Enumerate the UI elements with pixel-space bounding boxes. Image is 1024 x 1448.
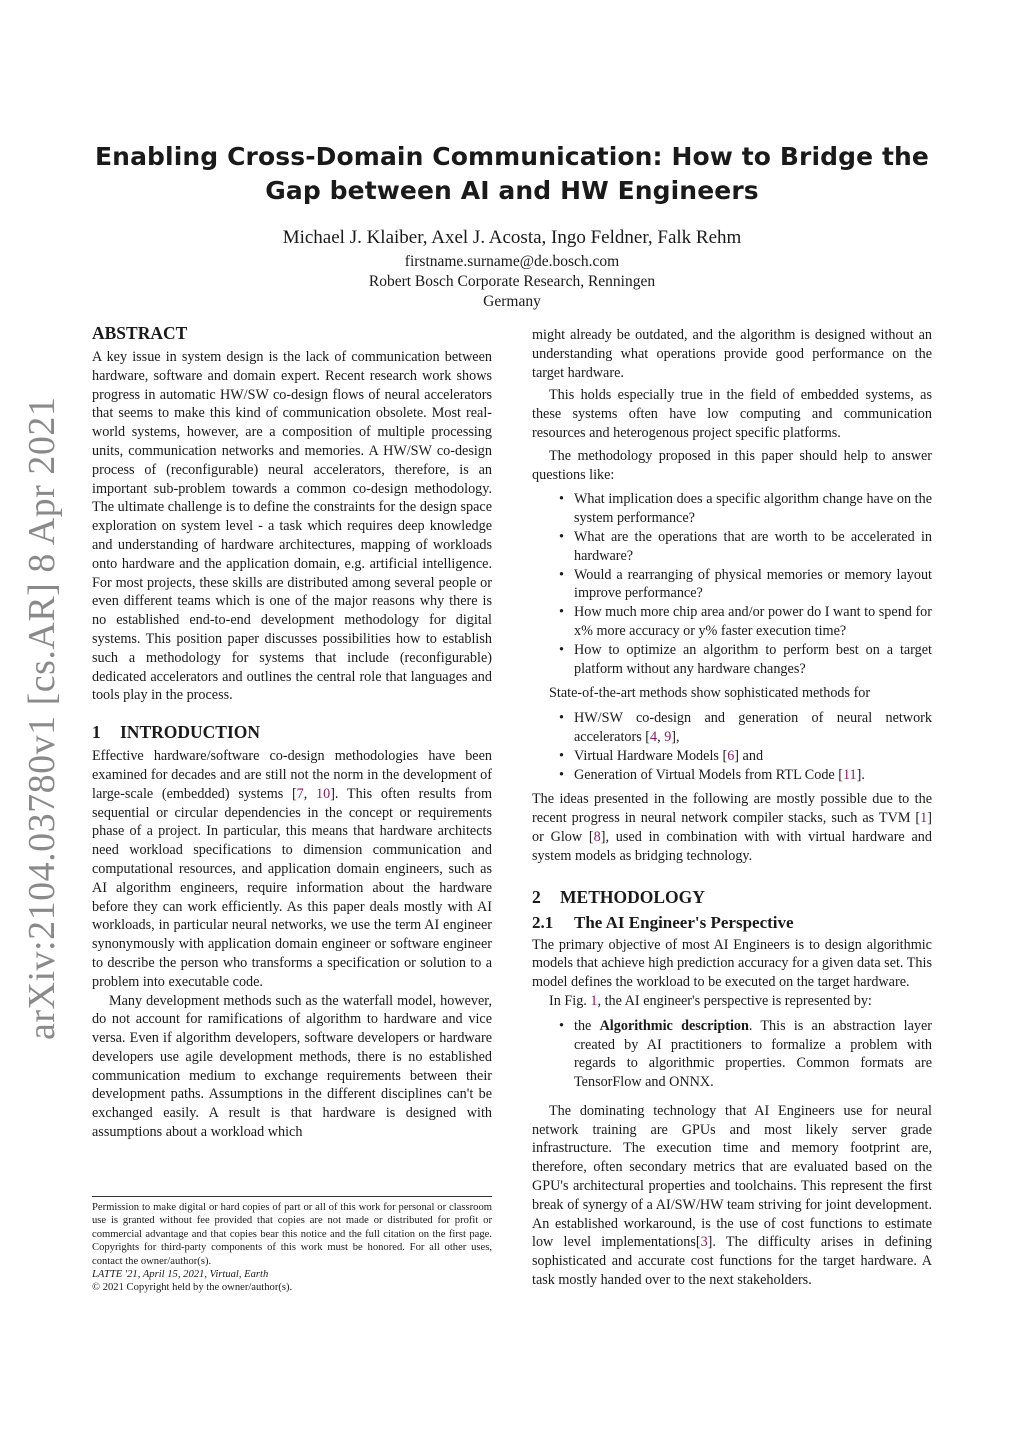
intro-paragraph-4: This holds especially true in the field of embedded systems, as these systems often have low computing and communication resources and heterogenous project specific platforms. [532, 387, 932, 441]
methodology-heading [532, 886, 932, 908]
paper-title-line-2: Gap between AI and HW Engineers [265, 176, 759, 205]
intro-paragraph-7 [532, 790, 932, 865]
author-country: Germany [483, 293, 541, 310]
abstract-heading: ABSTRACT [92, 323, 188, 343]
intro-paragraph-5: The methodology proposed in this paper should help to answer questions like: [532, 447, 932, 483]
methods-list [532, 709, 932, 784]
text-run: Effective hardware/software co-design methodologies have been examined for decades and are still not the norm in the development of large-scale (embedded) systems [ [92, 748, 492, 802]
subsection-title: The AI Engineer's Perspective [574, 912, 794, 932]
questions-list [532, 490, 932, 678]
introduction-heading [92, 721, 492, 743]
figure-link[interactable]: 1 [590, 992, 598, 1009]
list-item: • Would a rearranging of physical memories or memory layout improve performance? [574, 566, 932, 604]
copyright-footnote [92, 1196, 492, 1295]
text-run: , the AI engineer's perspective is represented by: [597, 992, 872, 1009]
venue-line: LATTE '21, April 15, 2021, Virtual, Earth [92, 1269, 269, 1281]
list-item: • How much more chip area and/or power do I want to spend for x% more accuracy or y% faster execution time? [574, 603, 932, 641]
paper-title-line-1: Enabling Cross-Domain Communication: How to Bridge the [95, 142, 929, 171]
subsection-number: 2.1 [532, 912, 554, 932]
citation-link[interactable]: 8 [593, 828, 601, 845]
text-run: ] or Glow [ [532, 810, 932, 845]
methodology-paragraph-3 [532, 1102, 932, 1290]
list-item [574, 709, 932, 747]
paper-title [92, 140, 932, 208]
author-email: firstname.surname@de.bosch.com [404, 253, 620, 270]
methodology-paragraph-2 [532, 992, 932, 1011]
subsection-heading [532, 912, 932, 934]
section-number: 2 [532, 886, 541, 907]
text-run: ], used in combination with with virtual hardware and system models as bridging technology. [532, 828, 932, 864]
list-item: • How to optimize an algorithm to perform best on a target platform without any hardware changes? [574, 641, 932, 679]
citation-link[interactable]: 7 [296, 785, 304, 802]
footnote-divider [92, 1196, 492, 1197]
perspective-list [532, 1017, 932, 1092]
citation-link[interactable]: 10 [316, 785, 331, 802]
list-item: • What are the operations that are worth to be accelerated in hardware? [574, 528, 932, 566]
text-run: HW/SW co-design and generation of neural network accelerators [ [574, 710, 932, 745]
bold-term: Algorithmic description [599, 1017, 749, 1034]
text-run: Virtual Hardware Models [ [574, 747, 728, 764]
text-run: ]. [856, 766, 865, 783]
section-title: INTRODUCTION [120, 722, 261, 743]
text-run: . This is an abstraction layer created by AI practitioners to formalize a problem with regards to algorithmic properties. Common formats are TensorFlow and ONNX. [574, 1017, 932, 1091]
list-item: • What implication does a specific algorithm change have on the system performance? [574, 490, 932, 528]
right-column [532, 326, 932, 1290]
left-column [92, 322, 492, 1142]
text-run: ], [671, 728, 680, 745]
intro-paragraph-6: State-of-the-art methods show sophisticated methods for [549, 685, 871, 702]
text-run: , [657, 728, 665, 745]
text-run: the [574, 1017, 600, 1034]
intro-paragraph-1 [92, 747, 492, 991]
arxiv-stamp: arXiv:2104.03780v1 [cs.AR] 8 Apr 2021 [21, 396, 63, 1040]
text-run: ]. The difficulty arises in defining sophisticated and accurate cost functions for the target hardware. A task mostly handed over to the next stakeholders. [532, 1234, 932, 1289]
methodology-paragraph-1: The primary objective of most AI Engineers is to design algorithmic models that achieve high prediction accuracy for a given data set. This model defines the workload to be executed on the target hardware. [532, 936, 932, 991]
text-run: The dominating technology that AI Engineers use for neural network training are GPUs and most likely server grade infrastructure. The execution time and memory footprint are, therefore, often secondary metrics that are evaluated based on the GPU's architectural properties and toolchains. This represent the first break of synergy of a AI/SW/HW team striving for joint development. An established workaround, is the use of cost functions to estimate low level implementations[ [532, 1102, 932, 1251]
list-item [574, 747, 932, 766]
citation-link[interactable]: 1 [920, 810, 928, 827]
text-run: In Fig. [549, 992, 591, 1009]
section-title: METHODOLOGY [560, 886, 705, 907]
intro-paragraph-2: Many development methods such as the waterfall model, however, do not account for ramifications of algorithm to hardware and vice versa. Even if algorithm developers, software developers or hardware developers use agile development methods, there is no established communication medium to exchange requirements between their development paths. Assumptions in the different disciplines can't be exchanged easily. A result is that hardware is designed with assumptions about a workload which [92, 992, 492, 1141]
text-run: The ideas presented in the following are mostly possible due to the recent progress in neural network compiler stacks, such as TVM [ [532, 791, 932, 827]
text-run: ]. This often results from sequential or circular dependencies in the concept or requirements phase of a project. In particular, this means that hardware architects need workload specifications to dimension communication and computational resources, and application domain engineers, such as AI algorithm engineers, require information about the hardware before they can work efficiently. As this paper deals mostly with AI workloads, in particular neural networks, we use the term AI engineer synonymously with application domain engineer or software engineer to describe the person who transforms a specification or solution to a problem into executable code. [92, 785, 492, 990]
citation-link[interactable]: 3 [700, 1234, 708, 1251]
list-item [574, 766, 932, 785]
list-item [574, 1017, 932, 1092]
text-run: , [303, 785, 317, 802]
copyright-line: © 2021 Copyright held by the owner/author(s). [92, 1282, 293, 1294]
abstract-text: A key issue in system design is the lack of communication between hardware, software and domain expert. Recent research work shows progress in automatic HW/SW co-design flows of neural accelerators that seems to make this kind of communication obsolete. Most real-world systems, however, are a composition of multiple processing units, communication networks and memories. A HW/SW co-design process of (reconfigurable) neural accelerators, therefore, is an important sub-problem towards a common co-design methodology. The ultimate challenge is to define the constraints for the design space exploration on system level - a task which requires deep knowledge and understanding of hardware architectures, mapping of workloads onto hardware and the application domain, e.g. artificial intelligence. For most projects, these skills are distributed among several people or even different teams which is one of the major reasons why there is no established end-to-end development methodology for digital systems. This position paper discusses possibilities how to establish such a methodology for systems that include (reconfigurable) dedicated accelerators and outlines the central role that languages and tools play in the process. [92, 349, 492, 704]
citation-link[interactable]: 6 [727, 747, 735, 764]
intro-paragraph-3: might already be outdated, and the algorithm is designed without an understanding what operations provide good performance on the target hardware. [532, 327, 932, 381]
author-list: Michael J. Klaiber, Axel J. Acosta, Ingo Feldner, Falk Rehm [282, 227, 742, 248]
text-run: Generation of Virtual Models from RTL Code [ [574, 766, 843, 783]
citation-link[interactable]: 4 [650, 728, 658, 745]
section-number: 1 [92, 722, 101, 743]
citation-link[interactable]: 11 [842, 766, 857, 783]
author-affiliation: Robert Bosch Corporate Research, Renningen [368, 273, 656, 290]
text-run: ] and [734, 747, 764, 764]
permission-notice: Permission to make digital or hard copies of part or all of this work for personal or classroom use is granted without fee provided that copies are not made or distributed for profit or commercial advantage and that copies bear this notice and the full citation on the first page. Copyrights for third-party components of this work must be honored. For all other uses, contact the owner/author(s). [92, 1202, 492, 1267]
citation-link[interactable]: 9 [664, 728, 672, 745]
